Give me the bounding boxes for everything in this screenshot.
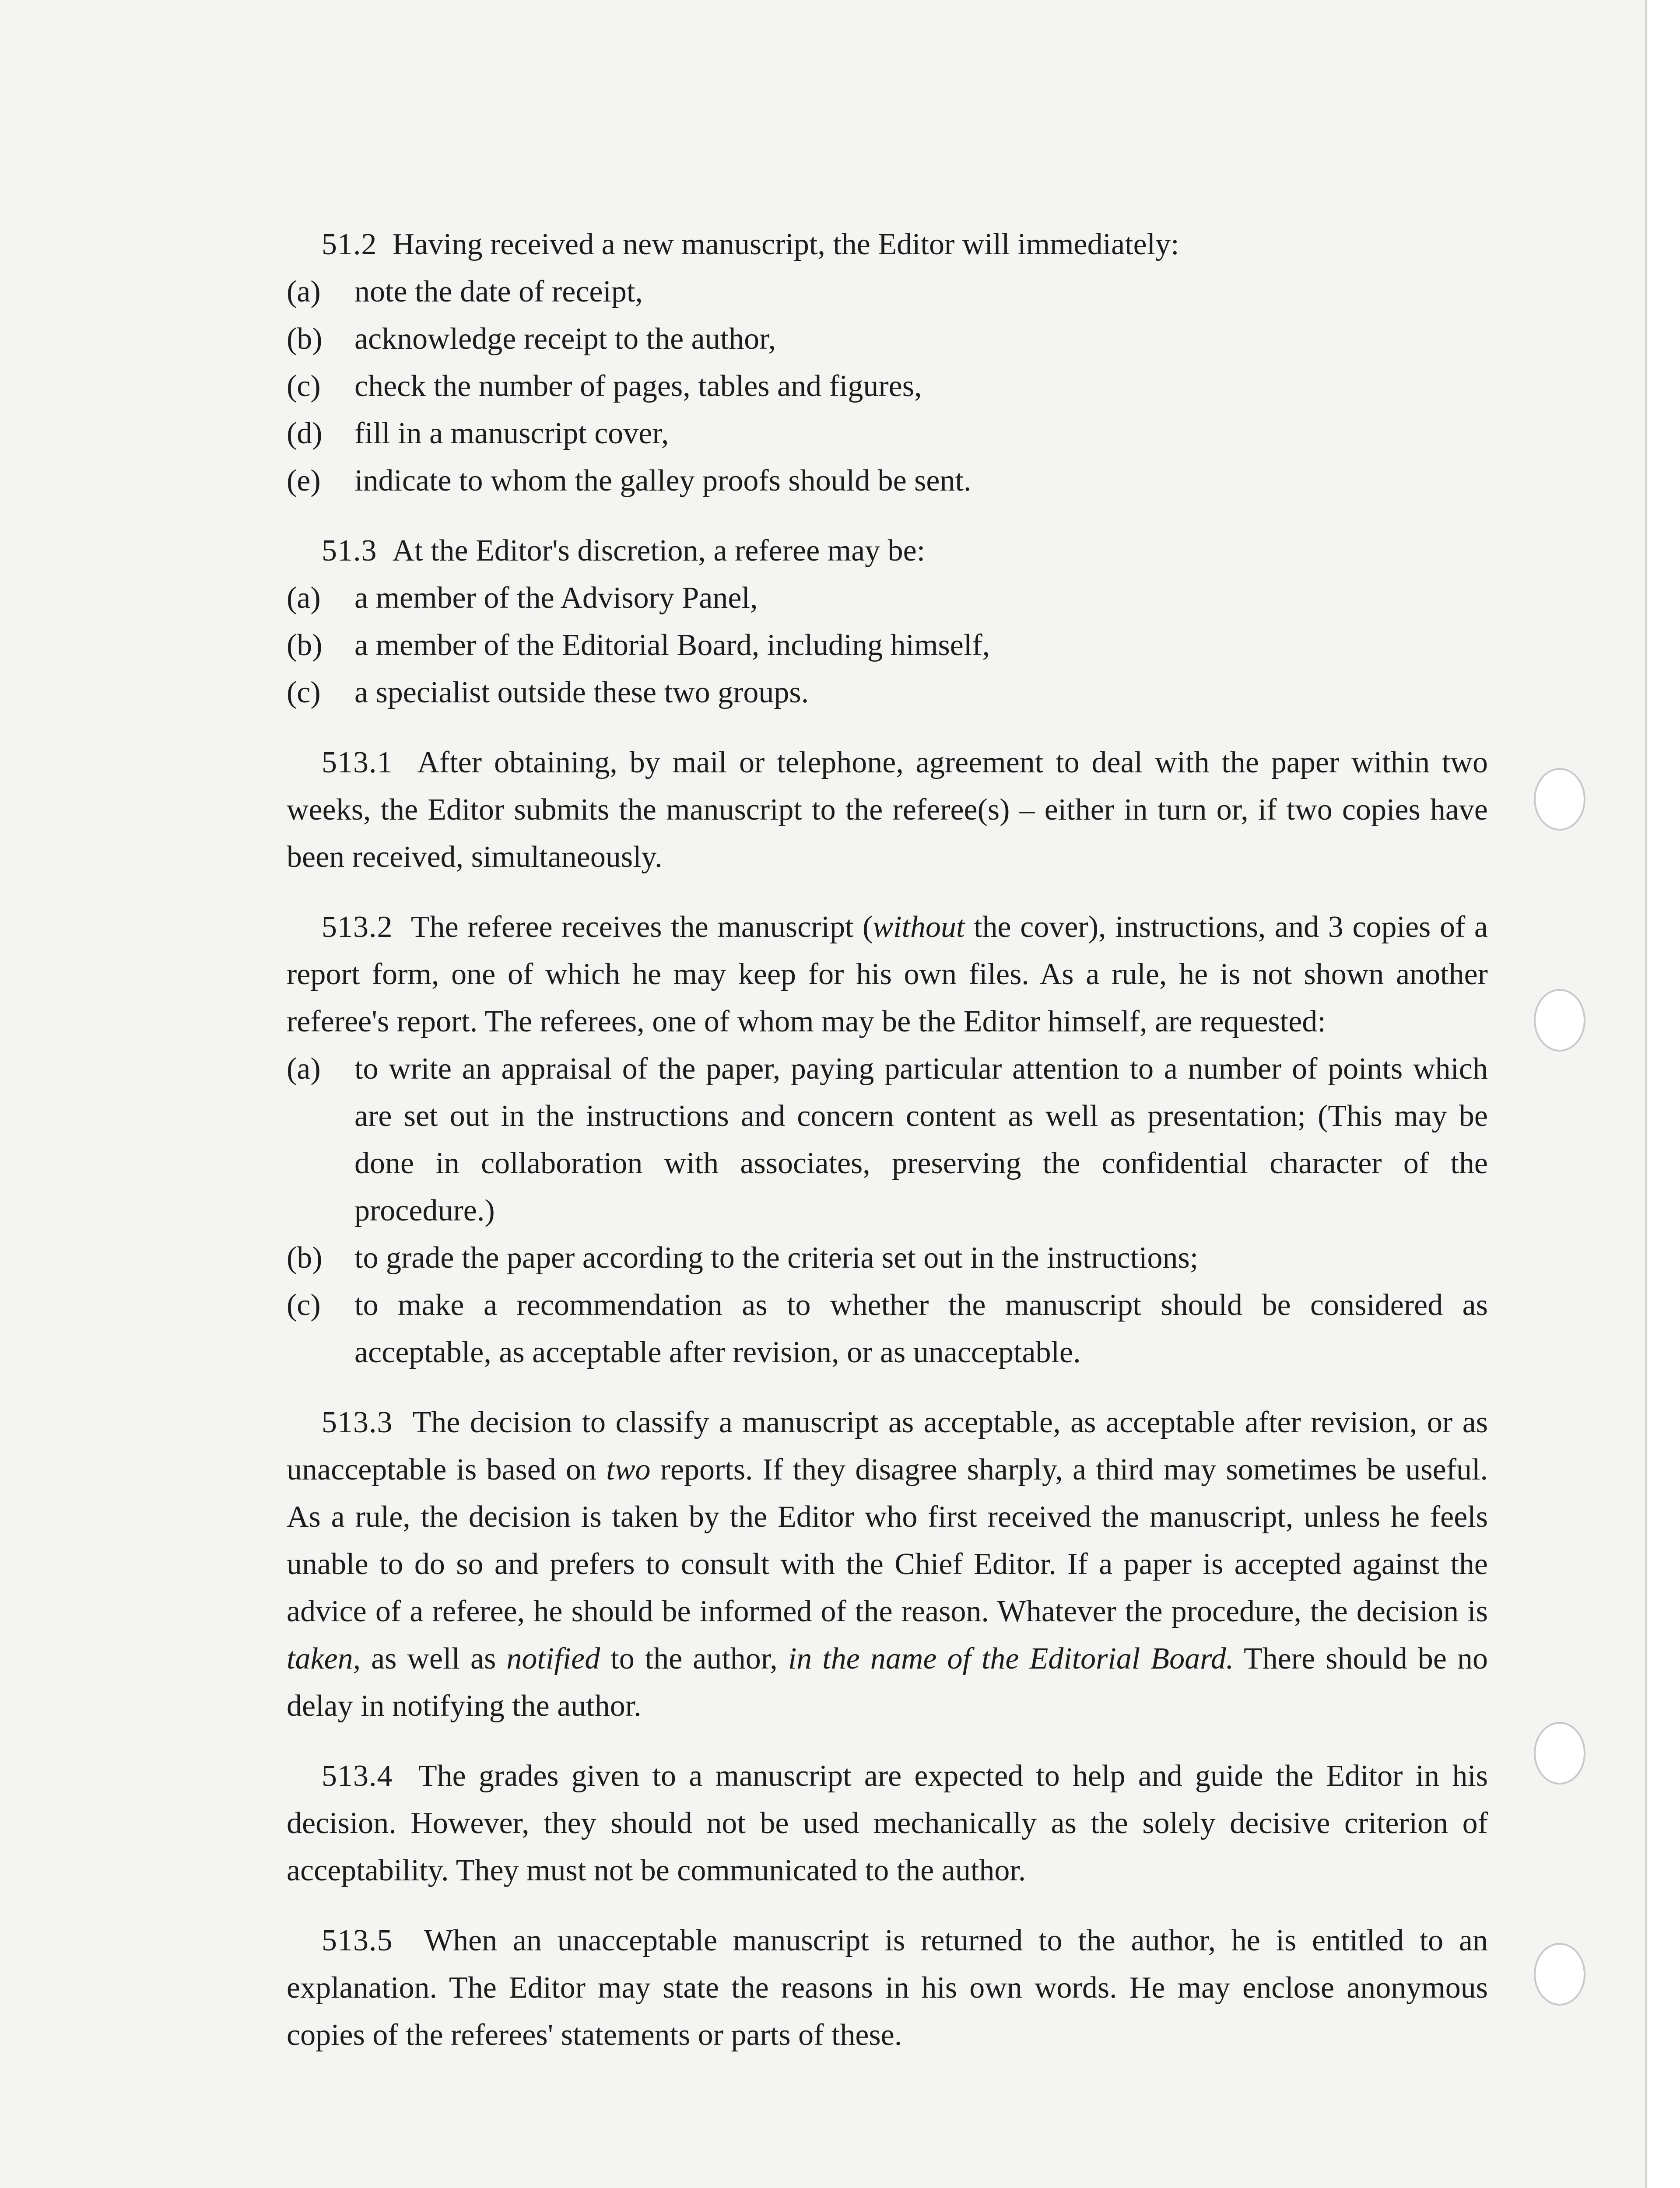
list-513-2 xyxy=(287,1045,1488,1376)
punch-hole xyxy=(1534,1943,1585,2006)
punch-hole xyxy=(1534,768,1585,831)
list-item: (c) check the number of pages, tables and figures, xyxy=(287,369,922,403)
section-lead: Having received a new manuscript, the Editor will immediately: xyxy=(392,228,1179,261)
list-item: (a) a member of the Advisory Panel, xyxy=(287,581,758,615)
list-51-2 xyxy=(287,268,1488,505)
section-513-1 xyxy=(287,739,1488,881)
section-513-3: 513.3 The decision to classify a manuscript as acceptable, as acceptable after revision, or as unacceptable is based on two reports. If they disagree sharply, a third may sometimes be useful. As a rule, the decision is taken by the Editor who first received the manuscript, unless he feels unable to do so and prefers to consult with the Chief Editor. If a paper is accepted against the advice of a referee, he should be informed of the reason. Whatever the procedure, the decision is taken, as well as notified to the author, in the name of the Editorial Board. There should be no delay in notifying the author. xyxy=(287,1406,1488,1723)
list-item: (b) to grade the paper according to the criteria set out in the instructions; xyxy=(287,1241,1199,1275)
list-51-3 xyxy=(287,575,1488,716)
section-513-4 xyxy=(287,1753,1488,1894)
section-text: When an unacceptable manuscript is returned to the author, he is entitled to an explanation. The Editor may state the reasons in his own words. He may enclose anonymous copies of the referees' statements or parts of these. xyxy=(287,1924,1488,2052)
section-513-2: 513.2 The referee receives the manuscript (without the cover), instructions, and 3 copies of a report form, one of which he may keep for his own files. As a rule, he is not shown another referee's report. The referees, one of whom may be the Editor himself, are requested: xyxy=(287,910,1488,1038)
section-text: The grades given to a manuscript are expected to help and guide the Editor in his decision. However, they should not be used mechanically as the solely decisive criterion of acceptability. They must not be communicated to the author. xyxy=(287,1759,1488,1887)
section-number: 513.5 xyxy=(322,1924,393,1957)
section-number: 51.2 xyxy=(322,228,377,261)
list-item: (b) a member of the Editorial Board, including himself, xyxy=(287,628,990,662)
section-51-3 xyxy=(287,527,1488,575)
list-item: (c) to make a recommendation as to whether the manuscript should be considered as acceptable, as acceptable after revision, or as unacceptable. xyxy=(287,1288,1488,1369)
section-text: After obtaining, by mail or telephone, agreement to deal with the paper within two weeks, the Editor submits the manuscript to the referee(s) – either in turn or, if two copies have been received, simultaneously. xyxy=(287,746,1488,874)
section-number: 513.3 xyxy=(322,1406,393,1439)
list-item: (b) acknowledge receipt to the author, xyxy=(287,322,776,356)
section-number: 513.4 xyxy=(322,1759,393,1793)
section-lead: At the Editor's discretion, a referee may be: xyxy=(392,534,926,568)
section-number: 513.2 xyxy=(322,910,393,944)
list-item: (c) a specialist outside these two groups. xyxy=(287,676,809,709)
section-51-2 xyxy=(287,221,1488,268)
list-item: (d) fill in a manuscript cover, xyxy=(287,417,669,450)
section-number: 51.3 xyxy=(322,534,377,568)
punch-hole xyxy=(1534,1722,1585,1785)
section-number: 513.1 xyxy=(322,746,393,779)
list-item: (a) to write an appraisal of the paper, paying particular attention to a number of points which are set out in the instructions and concern content as well as presentation; (This may be done in collaboration with associates, preserving the confidential character of the procedure.) xyxy=(287,1052,1488,1227)
section-513-5 xyxy=(287,1917,1488,2059)
punch-hole xyxy=(1534,989,1585,1052)
list-item: (a) note the date of receipt, xyxy=(287,275,643,309)
page-body xyxy=(287,221,1488,2082)
list-item: (e) indicate to whom the galley proofs should be sent. xyxy=(287,464,972,498)
